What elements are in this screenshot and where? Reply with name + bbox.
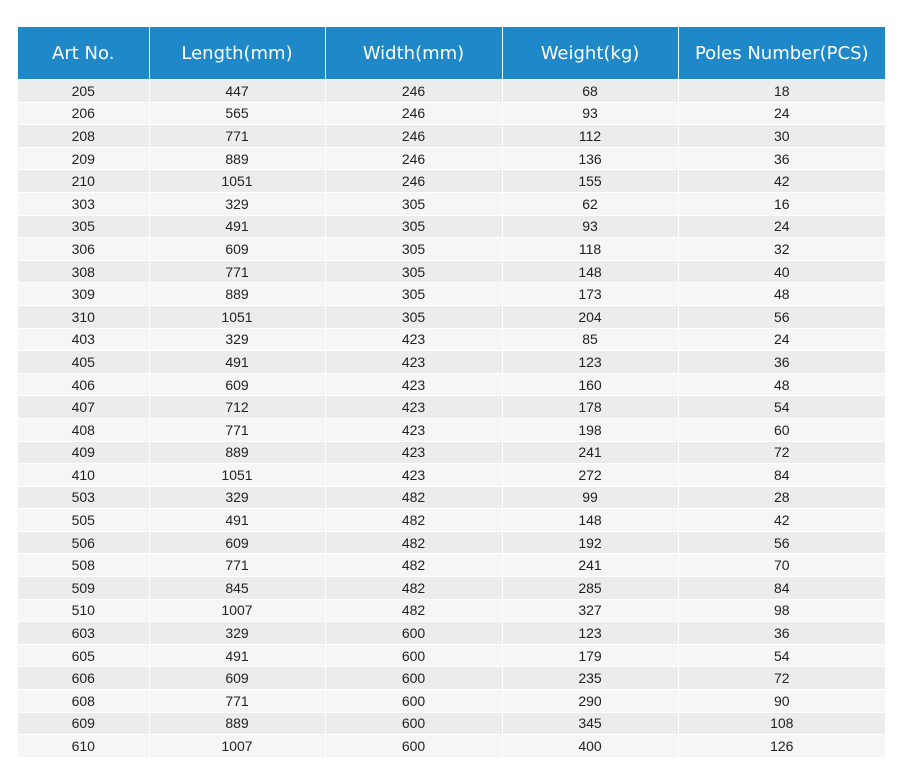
cell-length: 329 (149, 192, 325, 215)
cell-weight: 160 (502, 373, 678, 396)
cell-length: 889 (149, 441, 325, 464)
cell-art-no: 205 (18, 80, 149, 103)
cell-weight: 99 (502, 486, 678, 509)
cell-width: 246 (325, 80, 502, 103)
cell-width: 246 (325, 170, 502, 193)
cell-weight: 112 (502, 125, 678, 148)
cell-length: 447 (149, 80, 325, 103)
cell-width: 423 (325, 464, 502, 487)
table-row (18, 554, 885, 577)
cell-poles-number: 48 (678, 373, 885, 396)
table-row (18, 238, 885, 261)
table-row (18, 599, 885, 622)
cell-poles-number: 54 (678, 396, 885, 419)
cell-poles-number: 42 (678, 170, 885, 193)
cell-width: 423 (325, 328, 502, 351)
table-row (18, 305, 885, 328)
table-row (18, 147, 885, 170)
cell-weight: 148 (502, 260, 678, 283)
cell-width: 482 (325, 509, 502, 532)
header-weight: Weight(kg) (502, 27, 678, 80)
cell-length: 771 (149, 260, 325, 283)
cell-art-no: 310 (18, 305, 149, 328)
cell-width: 600 (325, 690, 502, 713)
cell-weight: 118 (502, 238, 678, 261)
cell-poles-number: 84 (678, 577, 885, 600)
cell-length: 1051 (149, 464, 325, 487)
cell-poles-number: 84 (678, 464, 885, 487)
cell-weight: 241 (502, 554, 678, 577)
cell-art-no: 206 (18, 102, 149, 125)
table-body (18, 80, 885, 757)
cell-length: 845 (149, 577, 325, 600)
cell-art-no: 509 (18, 577, 149, 600)
cell-width: 423 (325, 418, 502, 441)
table-row (18, 644, 885, 667)
table-row (18, 373, 885, 396)
cell-art-no: 407 (18, 396, 149, 419)
table-row (18, 80, 885, 103)
cell-art-no: 309 (18, 283, 149, 306)
cell-poles-number: 24 (678, 328, 885, 351)
cell-art-no: 505 (18, 509, 149, 532)
cell-length: 771 (149, 690, 325, 713)
table-row (18, 125, 885, 148)
cell-poles-number: 98 (678, 599, 885, 622)
cell-poles-number: 16 (678, 192, 885, 215)
cell-weight: 285 (502, 577, 678, 600)
cell-poles-number: 108 (678, 712, 885, 735)
cell-poles-number: 56 (678, 305, 885, 328)
table-row (18, 192, 885, 215)
cell-width: 600 (325, 667, 502, 690)
table-row (18, 215, 885, 238)
cell-width: 482 (325, 599, 502, 622)
cell-width: 305 (325, 283, 502, 306)
cell-art-no: 608 (18, 690, 149, 713)
cell-weight: 179 (502, 644, 678, 667)
cell-poles-number: 60 (678, 418, 885, 441)
header-width: Width(mm) (325, 27, 502, 80)
cell-width: 305 (325, 238, 502, 261)
cell-width: 482 (325, 577, 502, 600)
table-row (18, 531, 885, 554)
cell-poles-number: 54 (678, 644, 885, 667)
cell-length: 771 (149, 554, 325, 577)
cell-art-no: 306 (18, 238, 149, 261)
cell-poles-number: 36 (678, 622, 885, 645)
cell-weight: 155 (502, 170, 678, 193)
table-row (18, 351, 885, 374)
cell-length: 491 (149, 509, 325, 532)
cell-art-no: 209 (18, 147, 149, 170)
header-length: Length(mm) (149, 27, 325, 80)
cell-weight: 235 (502, 667, 678, 690)
cell-art-no: 308 (18, 260, 149, 283)
cell-art-no: 208 (18, 125, 149, 148)
cell-poles-number: 70 (678, 554, 885, 577)
cell-art-no: 303 (18, 192, 149, 215)
cell-length: 329 (149, 328, 325, 351)
cell-length: 889 (149, 712, 325, 735)
cell-weight: 327 (502, 599, 678, 622)
cell-art-no: 508 (18, 554, 149, 577)
cell-width: 305 (325, 215, 502, 238)
cell-width: 482 (325, 554, 502, 577)
cell-poles-number: 42 (678, 509, 885, 532)
cell-art-no: 510 (18, 599, 149, 622)
table-row (18, 328, 885, 351)
cell-art-no: 406 (18, 373, 149, 396)
cell-width: 600 (325, 735, 502, 757)
cell-poles-number: 32 (678, 238, 885, 261)
table-row (18, 396, 885, 419)
table-row (18, 283, 885, 306)
cell-weight: 173 (502, 283, 678, 306)
cell-width: 305 (325, 192, 502, 215)
table-header (18, 27, 885, 80)
cell-width: 305 (325, 260, 502, 283)
cell-length: 771 (149, 125, 325, 148)
cell-art-no: 506 (18, 531, 149, 554)
cell-width: 423 (325, 396, 502, 419)
cell-width: 246 (325, 102, 502, 125)
cell-length: 329 (149, 486, 325, 509)
cell-length: 771 (149, 418, 325, 441)
table-row (18, 464, 885, 487)
cell-weight: 178 (502, 396, 678, 419)
table-row (18, 690, 885, 713)
cell-poles-number: 72 (678, 441, 885, 464)
cell-weight: 400 (502, 735, 678, 757)
header-art-no: Art No. (18, 27, 149, 80)
cell-width: 246 (325, 147, 502, 170)
cell-weight: 123 (502, 622, 678, 645)
cell-width: 305 (325, 305, 502, 328)
cell-length: 609 (149, 373, 325, 396)
table-row (18, 509, 885, 532)
cell-poles-number: 48 (678, 283, 885, 306)
cell-weight: 123 (502, 351, 678, 374)
cell-length: 1051 (149, 305, 325, 328)
table-row (18, 667, 885, 690)
cell-poles-number: 56 (678, 531, 885, 554)
table-row (18, 622, 885, 645)
cell-art-no: 409 (18, 441, 149, 464)
cell-width: 423 (325, 441, 502, 464)
spec-table (18, 27, 885, 757)
header-poles-number: Poles Number(PCS) (678, 27, 885, 80)
cell-width: 482 (325, 531, 502, 554)
cell-weight: 192 (502, 531, 678, 554)
cell-length: 491 (149, 351, 325, 374)
table-row (18, 418, 885, 441)
table-row (18, 170, 885, 193)
table-row (18, 712, 885, 735)
cell-art-no: 410 (18, 464, 149, 487)
table-row (18, 577, 885, 600)
cell-width: 600 (325, 622, 502, 645)
cell-length: 1051 (149, 170, 325, 193)
table-row (18, 441, 885, 464)
cell-art-no: 408 (18, 418, 149, 441)
cell-width: 246 (325, 125, 502, 148)
cell-poles-number: 40 (678, 260, 885, 283)
cell-length: 565 (149, 102, 325, 125)
cell-length: 1007 (149, 735, 325, 757)
cell-weight: 148 (502, 509, 678, 532)
cell-length: 889 (149, 147, 325, 170)
cell-art-no: 503 (18, 486, 149, 509)
cell-width: 423 (325, 351, 502, 374)
cell-weight: 68 (502, 80, 678, 103)
cell-poles-number: 18 (678, 80, 885, 103)
cell-length: 609 (149, 238, 325, 261)
cell-width: 600 (325, 712, 502, 735)
cell-art-no: 610 (18, 735, 149, 757)
cell-weight: 345 (502, 712, 678, 735)
cell-weight: 85 (502, 328, 678, 351)
cell-width: 600 (325, 644, 502, 667)
cell-length: 491 (149, 644, 325, 667)
cell-length: 889 (149, 283, 325, 306)
cell-poles-number: 90 (678, 690, 885, 713)
header-row (18, 27, 885, 80)
cell-length: 491 (149, 215, 325, 238)
cell-poles-number: 24 (678, 102, 885, 125)
cell-weight: 198 (502, 418, 678, 441)
cell-art-no: 305 (18, 215, 149, 238)
cell-length: 609 (149, 667, 325, 690)
cell-art-no: 609 (18, 712, 149, 735)
table-row (18, 260, 885, 283)
table-row (18, 486, 885, 509)
cell-poles-number: 30 (678, 125, 885, 148)
table-row (18, 102, 885, 125)
cell-poles-number: 28 (678, 486, 885, 509)
cell-weight: 62 (502, 192, 678, 215)
cell-poles-number: 72 (678, 667, 885, 690)
cell-art-no: 606 (18, 667, 149, 690)
cell-poles-number: 126 (678, 735, 885, 757)
table-row (18, 735, 885, 757)
cell-width: 423 (325, 373, 502, 396)
cell-weight: 93 (502, 215, 678, 238)
cell-weight: 290 (502, 690, 678, 713)
cell-length: 329 (149, 622, 325, 645)
cell-length: 712 (149, 396, 325, 419)
cell-art-no: 210 (18, 170, 149, 193)
cell-art-no: 403 (18, 328, 149, 351)
cell-weight: 272 (502, 464, 678, 487)
cell-poles-number: 24 (678, 215, 885, 238)
cell-width: 482 (325, 486, 502, 509)
cell-poles-number: 36 (678, 351, 885, 374)
cell-length: 609 (149, 531, 325, 554)
spec-table-container (18, 27, 885, 757)
cell-weight: 136 (502, 147, 678, 170)
cell-poles-number: 36 (678, 147, 885, 170)
cell-weight: 204 (502, 305, 678, 328)
cell-art-no: 603 (18, 622, 149, 645)
cell-length: 1007 (149, 599, 325, 622)
cell-weight: 241 (502, 441, 678, 464)
cell-art-no: 605 (18, 644, 149, 667)
cell-weight: 93 (502, 102, 678, 125)
cell-art-no: 405 (18, 351, 149, 374)
